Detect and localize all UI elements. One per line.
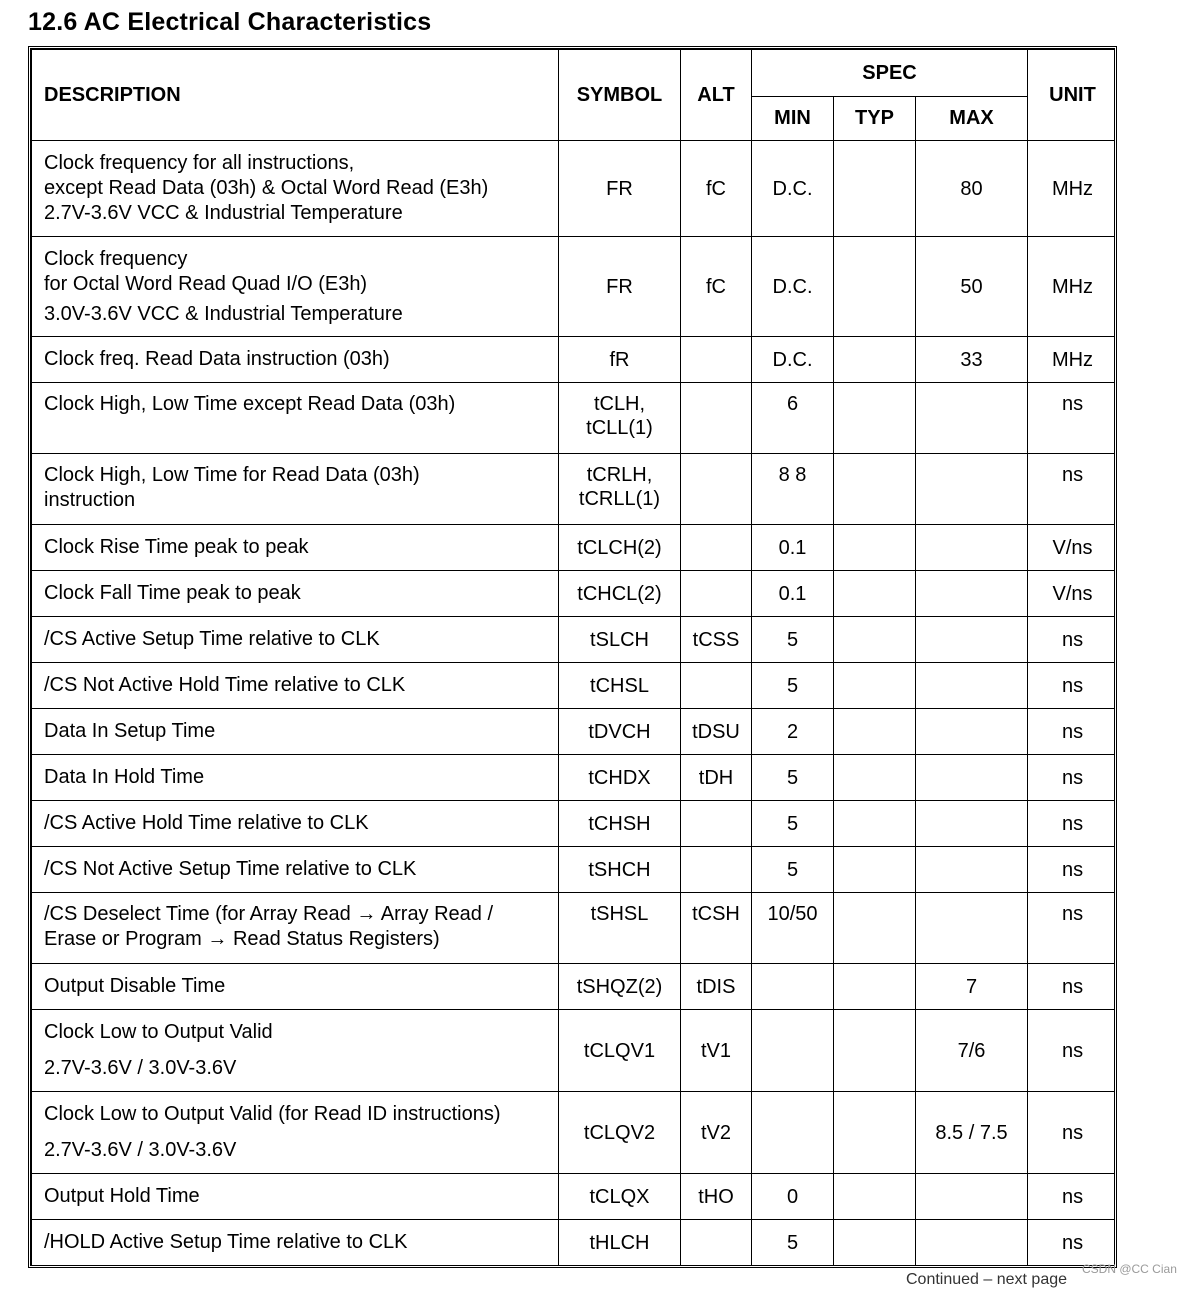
row-max — [916, 454, 1028, 525]
row-description: Output Disable Time — [32, 964, 559, 1010]
row-description: /CS Active Setup Time relative to CLK — [32, 617, 559, 663]
row-typ — [834, 709, 916, 755]
table-row — [32, 1092, 1118, 1174]
row-unit: MHz — [1028, 141, 1117, 237]
row-unit: ns — [1028, 454, 1117, 525]
row-max: 50 — [916, 237, 1028, 337]
table-row — [32, 237, 1118, 337]
row-symbol: tCHSH — [559, 801, 681, 847]
header-spec: SPEC — [752, 50, 1028, 97]
row-alt: fC — [681, 237, 752, 337]
row-description: Clock Rise Time peak to peak — [32, 525, 559, 571]
row-alt — [681, 801, 752, 847]
row-symbol: tSLCH — [559, 617, 681, 663]
table-row — [32, 617, 1118, 663]
row-min: 5 — [752, 847, 834, 893]
row-description: /CS Not Active Setup Time relative to CLK — [32, 847, 559, 893]
row-symbol: tCHSL — [559, 663, 681, 709]
row-unit: ns — [1028, 1092, 1117, 1174]
row-symbol: tCHCL(2) — [559, 571, 681, 617]
row-description: Data In Setup Time — [32, 709, 559, 755]
row-alt: tV1 — [681, 1010, 752, 1092]
row-unit: ns — [1028, 755, 1117, 801]
row-unit: ns — [1028, 801, 1117, 847]
row-min: D.C. — [752, 337, 834, 383]
row-symbol: FR — [559, 141, 681, 237]
row-unit: ns — [1028, 893, 1117, 964]
row-alt: tV2 — [681, 1092, 752, 1174]
row-typ — [834, 663, 916, 709]
row-typ — [834, 1010, 916, 1092]
row-unit: ns — [1028, 709, 1117, 755]
row-description: Clock High, Low Time except Read Data (03h) — [32, 383, 559, 454]
row-min: D.C. — [752, 237, 834, 337]
row-symbol: tCLCH(2) — [559, 525, 681, 571]
row-max — [916, 1220, 1028, 1266]
row-typ — [834, 525, 916, 571]
row-description: /CS Deselect Time (for Array Read → Array Read / Erase or Program → Read Status Registers) — [32, 893, 559, 964]
row-max — [916, 663, 1028, 709]
row-unit: V/ns — [1028, 525, 1117, 571]
row-typ — [834, 454, 916, 525]
row-alt — [681, 454, 752, 525]
row-alt — [681, 1220, 752, 1266]
row-min: 6 — [752, 383, 834, 454]
table-row — [32, 337, 1118, 383]
row-max — [916, 617, 1028, 663]
row-max — [916, 709, 1028, 755]
table-row — [32, 141, 1118, 237]
row-min: 2 — [752, 709, 834, 755]
row-min — [752, 1092, 834, 1174]
row-typ — [834, 337, 916, 383]
row-alt: tDIS — [681, 964, 752, 1010]
row-alt — [681, 663, 752, 709]
row-description: Clock Low to Output Valid 2.7V-3.6V / 3.0V-3.6V — [32, 1010, 559, 1092]
section-title: 12.6 AC Electrical Characteristics — [28, 8, 432, 36]
row-unit: ns — [1028, 847, 1117, 893]
table-row — [32, 755, 1118, 801]
row-description: Clock frequency for Octal Word Read Quad I/O (E3h) 3.0V-3.6V VCC & Industrial Temperature — [32, 237, 559, 337]
header-description: DESCRIPTION — [32, 50, 559, 141]
row-symbol: tHLCH — [559, 1220, 681, 1266]
table-row — [32, 663, 1118, 709]
row-symbol: tCLQV1 — [559, 1010, 681, 1092]
table-row — [32, 454, 1118, 525]
row-alt: tHO — [681, 1174, 752, 1220]
row-typ — [834, 141, 916, 237]
row-typ — [834, 801, 916, 847]
row-min: 8 8 — [752, 454, 834, 525]
row-symbol: tSHQZ(2) — [559, 964, 681, 1010]
row-typ — [834, 237, 916, 337]
table-row — [32, 801, 1118, 847]
row-description: /HOLD Active Setup Time relative to CLK — [32, 1220, 559, 1266]
table-row — [32, 1010, 1118, 1092]
row-max — [916, 1174, 1028, 1220]
row-min: 5 — [752, 617, 834, 663]
row-symbol: tDVCH — [559, 709, 681, 755]
row-max: 7 — [916, 964, 1028, 1010]
row-max — [916, 571, 1028, 617]
row-max — [916, 383, 1028, 454]
row-description: Data In Hold Time — [32, 755, 559, 801]
table-row — [32, 1220, 1118, 1266]
row-symbol: tCLQX — [559, 1174, 681, 1220]
row-typ — [834, 571, 916, 617]
row-description: Clock Low to Output Valid (for Read ID instructions) 2.7V-3.6V / 3.0V-3.6V — [32, 1092, 559, 1174]
row-max — [916, 755, 1028, 801]
row-min: 5 — [752, 663, 834, 709]
row-alt: tDSU — [681, 709, 752, 755]
row-unit: ns — [1028, 964, 1117, 1010]
row-unit: ns — [1028, 1220, 1117, 1266]
row-typ — [834, 847, 916, 893]
row-typ — [834, 1220, 916, 1266]
row-alt — [681, 525, 752, 571]
header-typ: TYP — [834, 97, 916, 141]
row-typ — [834, 893, 916, 964]
header-min: MIN — [752, 97, 834, 141]
row-typ — [834, 1092, 916, 1174]
row-symbol: tSHSL — [559, 893, 681, 964]
spec-table — [31, 49, 1117, 1266]
row-symbol: FR — [559, 237, 681, 337]
header-unit: UNIT — [1028, 50, 1117, 141]
row-typ — [834, 617, 916, 663]
row-symbol: tCLH, tCLL(1) — [559, 383, 681, 454]
ac-characteristics-table — [28, 46, 1117, 1268]
row-description: Output Hold Time — [32, 1174, 559, 1220]
row-max: 8.5 / 7.5 — [916, 1092, 1028, 1174]
row-symbol: tSHCH — [559, 847, 681, 893]
row-min — [752, 964, 834, 1010]
row-max — [916, 893, 1028, 964]
continued-note: Continued – next page — [906, 1271, 1068, 1288]
row-max — [916, 525, 1028, 571]
table-row — [32, 847, 1118, 893]
header-max: MAX — [916, 97, 1028, 141]
row-alt — [681, 847, 752, 893]
table-row — [32, 893, 1118, 964]
table-row — [32, 1174, 1118, 1220]
row-min: 5 — [752, 755, 834, 801]
row-alt — [681, 337, 752, 383]
row-description: /CS Not Active Hold Time relative to CLK — [32, 663, 559, 709]
table-row — [32, 525, 1118, 571]
row-min: 10/50 — [752, 893, 834, 964]
row-description: Clock High, Low Time for Read Data (03h) instruction — [32, 454, 559, 525]
row-min: 5 — [752, 801, 834, 847]
row-min: 0.1 — [752, 571, 834, 617]
row-symbol: tCLQV2 — [559, 1092, 681, 1174]
row-alt — [681, 571, 752, 617]
row-unit: ns — [1028, 1010, 1117, 1092]
row-typ — [834, 964, 916, 1010]
row-unit: ns — [1028, 1174, 1117, 1220]
row-unit: MHz — [1028, 337, 1117, 383]
row-description: Clock freq. Read Data instruction (03h) — [32, 337, 559, 383]
row-min: 0 — [752, 1174, 834, 1220]
row-max — [916, 847, 1028, 893]
row-unit: MHz — [1028, 237, 1117, 337]
row-alt: tDH — [681, 755, 752, 801]
row-unit: ns — [1028, 663, 1117, 709]
row-alt: tCSS — [681, 617, 752, 663]
row-unit: ns — [1028, 617, 1117, 663]
row-typ — [834, 1174, 916, 1220]
row-typ — [834, 383, 916, 454]
watermark: CSDN @CC Cian — [1082, 1262, 1177, 1276]
row-min: 5 — [752, 1220, 834, 1266]
row-alt: tCSH — [681, 893, 752, 964]
row-unit: ns — [1028, 383, 1117, 454]
row-alt: fC — [681, 141, 752, 237]
row-min: D.C. — [752, 141, 834, 237]
row-description: Clock Fall Time peak to peak — [32, 571, 559, 617]
row-symbol: tCHDX — [559, 755, 681, 801]
row-unit: V/ns — [1028, 571, 1117, 617]
row-alt — [681, 383, 752, 454]
header-alt: ALT — [681, 50, 752, 141]
row-typ — [834, 755, 916, 801]
row-symbol: fR — [559, 337, 681, 383]
row-min: 0.1 — [752, 525, 834, 571]
header-symbol: SYMBOL — [559, 50, 681, 141]
table-row — [32, 964, 1118, 1010]
row-max: 33 — [916, 337, 1028, 383]
row-max: 80 — [916, 141, 1028, 237]
table-row — [32, 571, 1118, 617]
table-row — [32, 383, 1118, 454]
row-max — [916, 801, 1028, 847]
row-description: Clock frequency for all instructions, except Read Data (03h) & Octal Word Read (E3h) 2.7V-3.6V VCC & Industrial Temperature — [32, 141, 559, 237]
row-min — [752, 1010, 834, 1092]
row-symbol: tCRLH, tCRLL(1) — [559, 454, 681, 525]
table-row — [32, 709, 1118, 755]
row-max: 7/6 — [916, 1010, 1028, 1092]
row-description: /CS Active Hold Time relative to CLK — [32, 801, 559, 847]
